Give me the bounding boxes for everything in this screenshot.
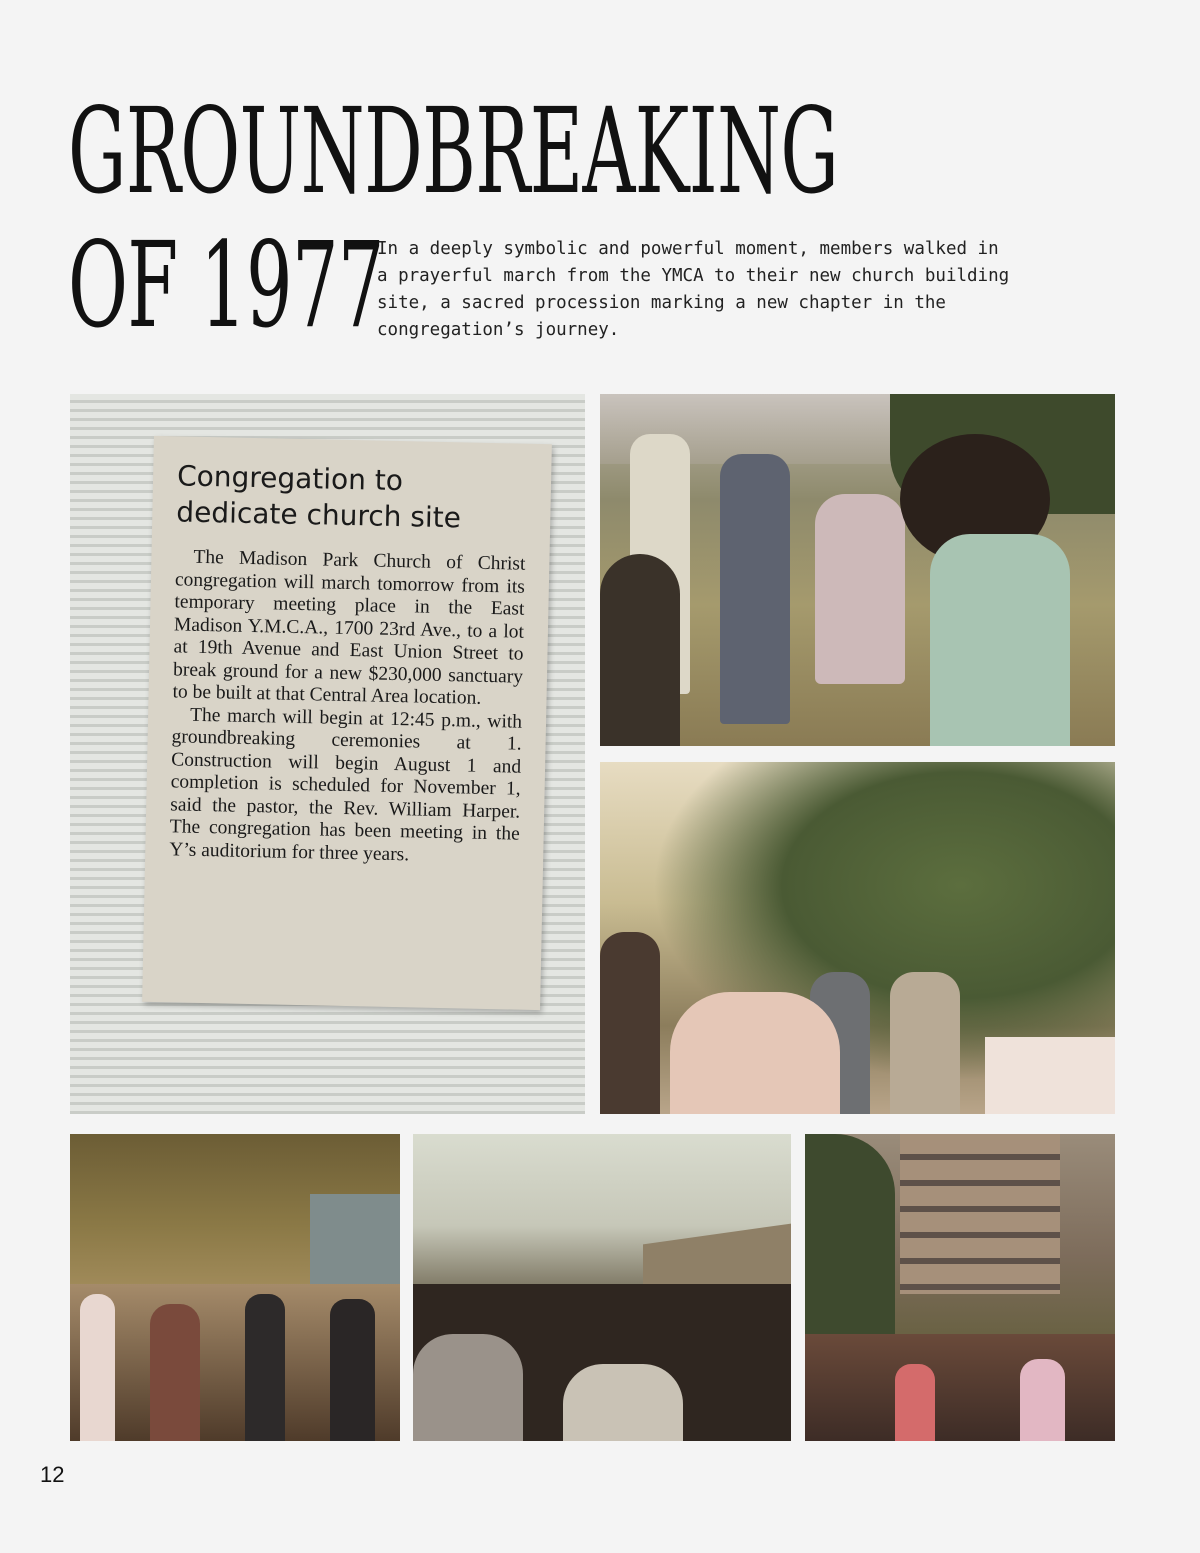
photo-figure-suit-2 (330, 1299, 375, 1441)
photo-figure-suit (720, 454, 790, 724)
clipping-headline: Congregation to dedicate church site (176, 459, 462, 535)
intro-paragraph: In a deeply symbolic and powerful moment, members walked in a prayerful march from the YMCA to their new church building site, a sacred procession marking a new chapter in the congregation’s journey. (377, 239, 1010, 340)
newspaper-clipping-photo (70, 394, 585, 1114)
photo-figure-left (600, 932, 660, 1114)
photo-figure-light-shirt (563, 1364, 683, 1441)
photo-figure-floral (930, 534, 1070, 746)
photo-figure-pink-suit (815, 494, 905, 684)
clipping-paragraph-2: The march will begin at 12:45 p.m., with groundbreaking ceremonies at 1. Construction will begin August 1 and completion is scheduled for November 1, said the pastor, the Rev. William Harper. The congregation has been meeting in the Y’s auditorium for three years. (169, 704, 523, 865)
page-title-line-2: OF 1977 (68, 216, 384, 354)
photo-figure-grey (413, 1334, 523, 1441)
newspaper-clipping (142, 436, 552, 1010)
march-crowd-back-photo (413, 1134, 791, 1441)
photo-figure-foreground (600, 554, 680, 746)
photo-figure-pink (1020, 1359, 1065, 1441)
photo-building (310, 1194, 400, 1284)
page-number: 12 (40, 1462, 65, 1487)
photo-figure-white-hat (80, 1294, 115, 1441)
groundbreaking-shovel-photo (600, 394, 1115, 746)
photo-sign (985, 1037, 1115, 1114)
photo-tree (805, 1134, 895, 1334)
photo-figure-plaid (150, 1304, 200, 1441)
march-street-photo (70, 1134, 400, 1441)
photo-figure-suit (245, 1294, 285, 1441)
photo-apartment-building (900, 1134, 1060, 1294)
photo-figure-tan-suit (890, 972, 960, 1114)
crowd-apartment-photo (805, 1134, 1115, 1441)
photo-crowd (805, 1334, 1115, 1441)
clipping-paragraph-1: The Madison Park Church of Christ congregation will march tomorrow from its temporary meeting place in the East Madison Y.M.C.A., 1700 23rd Ave., to a lot at 19th Avenue and East Union Street to break ground for a new $230,000 sanctuary to be built at that Central Area location. (172, 546, 526, 709)
photo-figure-pink (670, 992, 840, 1114)
photo-figure-red (895, 1364, 935, 1441)
procession-leaders-photo (600, 762, 1115, 1114)
page-title-line-1: GROUNDBREAKING (68, 82, 839, 220)
